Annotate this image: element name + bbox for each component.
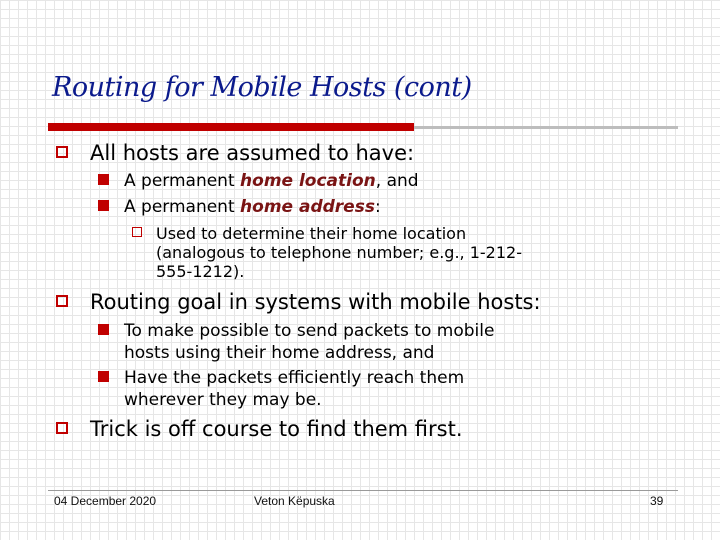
filled-square-bullet-icon <box>98 324 109 335</box>
bullet-text: A permanent <box>124 171 241 191</box>
bullet-level2-send-packets <box>98 320 494 364</box>
footer-rule <box>48 490 678 491</box>
title-rule-accent <box>48 123 414 131</box>
bullet-level2-home-location <box>98 170 419 192</box>
filled-square-bullet-icon <box>98 200 109 211</box>
bullet-text: All hosts are assumed to have: <box>90 141 415 165</box>
filled-square-bullet-icon <box>98 174 109 185</box>
footer-page-number: 39 <box>650 494 664 508</box>
bullet-level3-home-address-detail <box>132 224 522 281</box>
bullet-level1-routing-goal <box>56 290 541 314</box>
footer-date: 04 December 2020 <box>54 494 157 508</box>
bullet-text: : <box>374 197 381 217</box>
hollow-square-bullet-icon <box>56 146 68 158</box>
bullet-text: Routing goal in systems with mobile hosts: <box>90 290 541 314</box>
hollow-square-bullet-icon <box>132 227 142 237</box>
bullet-text-line: Used to determine their home location <box>156 224 467 243</box>
footer-author: Veton Këpuska <box>254 494 335 508</box>
bullet-text-line: 555-1212). <box>156 262 245 281</box>
filled-square-bullet-icon <box>98 371 109 382</box>
bullet-text: , and <box>375 171 419 191</box>
bullet-text-line: wherever they may be. <box>124 390 322 410</box>
bullet-text-line: To make possible to send packets to mobile <box>124 321 495 341</box>
emphasis-home-address: home address <box>240 197 375 217</box>
hollow-square-bullet-icon <box>56 422 68 434</box>
bullet-text: A permanent <box>124 197 241 217</box>
emphasis-home-location: home location <box>240 171 376 191</box>
bullet-level2-home-address <box>98 196 381 218</box>
hollow-square-bullet-icon <box>56 295 68 307</box>
bullet-level1-trick <box>56 417 463 441</box>
bullet-level1-hosts <box>56 141 414 165</box>
bullet-text-line: hosts using their home address, and <box>124 343 435 363</box>
bullet-text-line: (analogous to telephone number; e.g., 1-212- <box>156 243 522 262</box>
slide-title: Routing for Mobile Hosts (cont) <box>52 72 472 103</box>
bullet-level2-reach-them <box>98 367 464 411</box>
bullet-text-line: Have the packets efficiently reach them <box>124 368 465 388</box>
bullet-text: Trick is off course to find them first. <box>90 417 463 441</box>
